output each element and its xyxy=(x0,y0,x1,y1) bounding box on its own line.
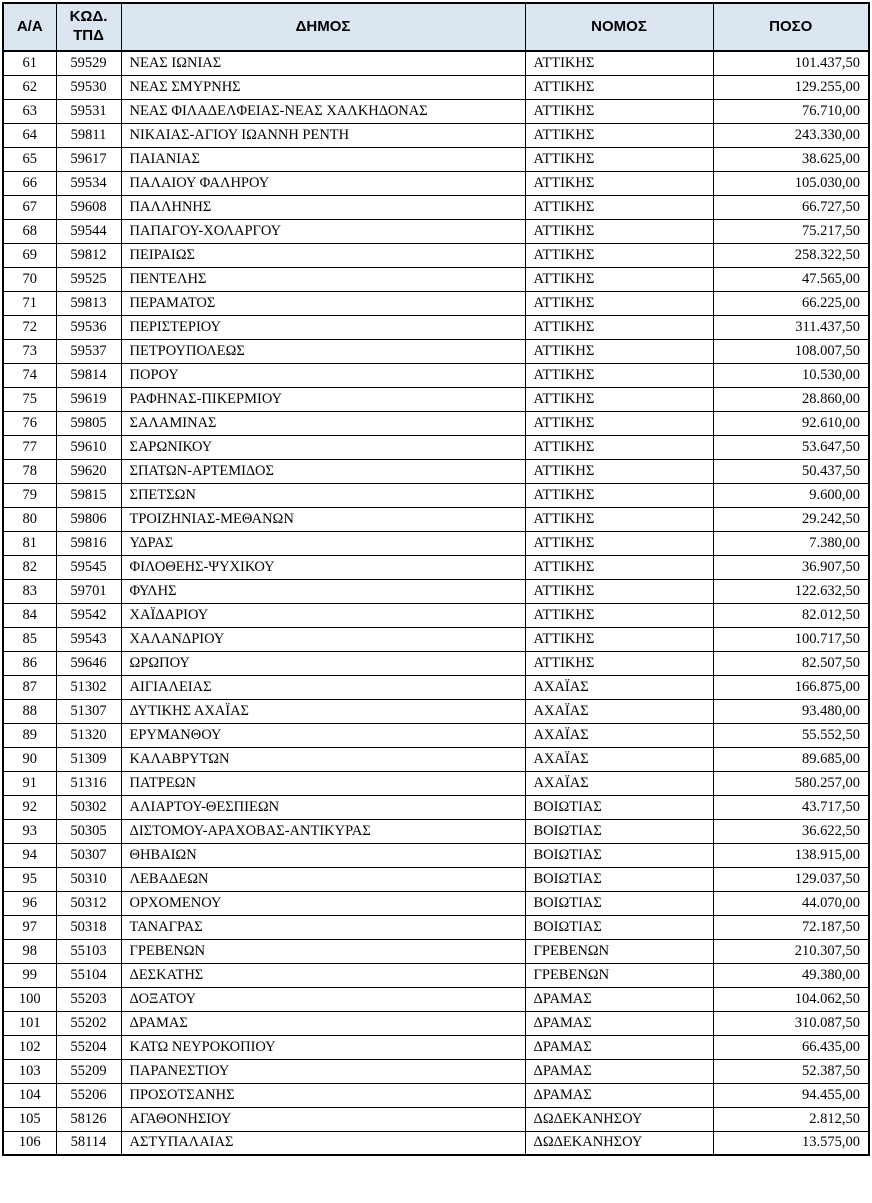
row-code-cell: 59620 xyxy=(56,459,121,483)
table-row xyxy=(3,579,869,603)
table-row xyxy=(3,603,869,627)
row-index-cell: 70 xyxy=(3,267,56,291)
row-index-cell: 68 xyxy=(3,219,56,243)
row-index-cell: 105 xyxy=(3,1107,56,1131)
table-row xyxy=(3,747,869,771)
row-index-cell: 93 xyxy=(3,819,56,843)
row-prefecture-cell: ΑΤΤΙΚΗΣ xyxy=(525,459,713,483)
row-municipality-cell: ΠΟΡΟΥ xyxy=(121,363,525,387)
row-index-cell: 98 xyxy=(3,939,56,963)
row-prefecture-cell: ΑΤΤΙΚΗΣ xyxy=(525,411,713,435)
row-prefecture-cell: ΑΤΤΙΚΗΣ xyxy=(525,291,713,315)
row-code-cell: 59815 xyxy=(56,483,121,507)
row-code-cell: 59525 xyxy=(56,267,121,291)
row-amount-cell: 94.455,00 xyxy=(713,1083,869,1107)
row-index-cell: 97 xyxy=(3,915,56,939)
row-municipality-cell: ΠΑΤΡΕΩΝ xyxy=(121,771,525,795)
row-prefecture-cell: ΑΤΤΙΚΗΣ xyxy=(525,483,713,507)
row-prefecture-cell: ΔΡΑΜΑΣ xyxy=(525,987,713,1011)
row-municipality-cell: ΦΥΛΗΣ xyxy=(121,579,525,603)
row-amount-cell: 104.062,50 xyxy=(713,987,869,1011)
row-municipality-cell: ΠΡΟΣΟΤΣΑΝΗΣ xyxy=(121,1083,525,1107)
row-code-cell: 59813 xyxy=(56,291,121,315)
row-index-cell: 88 xyxy=(3,699,56,723)
table-row xyxy=(3,771,869,795)
row-amount-cell: 100.717,50 xyxy=(713,627,869,651)
table-row xyxy=(3,195,869,219)
row-prefecture-cell: ΒΟΙΩΤΙΑΣ xyxy=(525,891,713,915)
row-amount-cell: 52.387,50 xyxy=(713,1059,869,1083)
row-municipality-cell: ΔΙΣΤΟΜΟΥ-ΑΡΑΧΟΒΑΣ-ΑΝΤΙΚΥΡΑΣ xyxy=(121,819,525,843)
table-row xyxy=(3,939,869,963)
row-index-cell: 75 xyxy=(3,387,56,411)
row-index-cell: 95 xyxy=(3,867,56,891)
row-amount-cell: 129.037,50 xyxy=(713,867,869,891)
row-municipality-cell: ΝΙΚΑΙΑΣ-ΑΓΙΟΥ ΙΩΑΝΝΗ ΡΕΝΤΗ xyxy=(121,123,525,147)
row-code-cell: 50318 xyxy=(56,915,121,939)
row-municipality-cell: ΠΕΙΡΑΙΩΣ xyxy=(121,243,525,267)
row-code-cell: 59610 xyxy=(56,435,121,459)
row-prefecture-cell: ΑΤΤΙΚΗΣ xyxy=(525,363,713,387)
row-code-cell: 50310 xyxy=(56,867,121,891)
row-prefecture-cell: ΑΤΤΙΚΗΣ xyxy=(525,195,713,219)
row-amount-cell: 89.685,00 xyxy=(713,747,869,771)
table-row xyxy=(3,363,869,387)
row-index-cell: 67 xyxy=(3,195,56,219)
row-index-cell: 83 xyxy=(3,579,56,603)
row-amount-cell: 105.030,00 xyxy=(713,171,869,195)
row-amount-cell: 258.322,50 xyxy=(713,243,869,267)
row-municipality-cell: ΝΕΑΣ ΙΩΝΙΑΣ xyxy=(121,51,525,75)
table-row xyxy=(3,723,869,747)
table-row xyxy=(3,1131,869,1155)
row-prefecture-cell: ΑΧΑΪΑΣ xyxy=(525,771,713,795)
row-prefecture-cell: ΑΤΤΙΚΗΣ xyxy=(525,243,713,267)
row-index-cell: 101 xyxy=(3,1011,56,1035)
table-row xyxy=(3,267,869,291)
row-amount-cell: 7.380,00 xyxy=(713,531,869,555)
row-index-cell: 64 xyxy=(3,123,56,147)
row-index-cell: 85 xyxy=(3,627,56,651)
row-amount-cell: 47.565,00 xyxy=(713,267,869,291)
row-prefecture-cell: ΑΤΤΙΚΗΣ xyxy=(525,555,713,579)
row-municipality-cell: ΧΑΛΑΝΔΡΙΟΥ xyxy=(121,627,525,651)
row-code-cell: 59816 xyxy=(56,531,121,555)
table-row xyxy=(3,51,869,75)
row-prefecture-cell: ΔΡΑΜΑΣ xyxy=(525,1035,713,1059)
table-row xyxy=(3,819,869,843)
row-municipality-cell: ΕΡΥΜΑΝΘΟΥ xyxy=(121,723,525,747)
row-prefecture-cell: ΑΤΤΙΚΗΣ xyxy=(525,123,713,147)
row-amount-cell: 29.242,50 xyxy=(713,507,869,531)
row-municipality-cell: ΑΛΙΑΡΤΟΥ-ΘΕΣΠΙΕΩΝ xyxy=(121,795,525,819)
row-code-cell: 59806 xyxy=(56,507,121,531)
row-prefecture-cell: ΑΤΤΙΚΗΣ xyxy=(525,75,713,99)
row-prefecture-cell: ΑΤΤΙΚΗΣ xyxy=(525,387,713,411)
row-municipality-cell: ΝΕΑΣ ΣΜΥΡΝΗΣ xyxy=(121,75,525,99)
row-index-cell: 82 xyxy=(3,555,56,579)
row-code-cell: 59701 xyxy=(56,579,121,603)
row-index-cell: 100 xyxy=(3,987,56,1011)
row-prefecture-cell: ΑΧΑΪΑΣ xyxy=(525,675,713,699)
row-municipality-cell: ΤΡΟΙΖΗΝΙΑΣ-ΜΕΘΑΝΩΝ xyxy=(121,507,525,531)
table-row xyxy=(3,555,869,579)
row-amount-cell: 44.070,00 xyxy=(713,891,869,915)
table-row xyxy=(3,75,869,99)
table-row xyxy=(3,411,869,435)
row-index-cell: 87 xyxy=(3,675,56,699)
row-amount-cell: 55.552,50 xyxy=(713,723,869,747)
row-code-cell: 59534 xyxy=(56,171,121,195)
table-row xyxy=(3,99,869,123)
table-row xyxy=(3,339,869,363)
table-row xyxy=(3,651,869,675)
table-row xyxy=(3,675,869,699)
table-row xyxy=(3,219,869,243)
table-row xyxy=(3,1035,869,1059)
row-amount-cell: 66.727,50 xyxy=(713,195,869,219)
row-municipality-cell: ΠΑΛΛΗΝΗΣ xyxy=(121,195,525,219)
row-amount-cell: 580.257,00 xyxy=(713,771,869,795)
row-amount-cell: 108.007,50 xyxy=(713,339,869,363)
table-row xyxy=(3,963,869,987)
row-code-cell: 55103 xyxy=(56,939,121,963)
row-amount-cell: 243.330,00 xyxy=(713,123,869,147)
row-index-cell: 86 xyxy=(3,651,56,675)
row-code-cell: 59608 xyxy=(56,195,121,219)
row-municipality-cell: ΠΕΝΤΕΛΗΣ xyxy=(121,267,525,291)
row-prefecture-cell: ΒΟΙΩΤΙΑΣ xyxy=(525,915,713,939)
row-index-cell: 74 xyxy=(3,363,56,387)
row-municipality-cell: ΦΙΛΟΘΕΗΣ-ΨΥΧΙΚΟΥ xyxy=(121,555,525,579)
table-row xyxy=(3,1083,869,1107)
row-municipality-cell: ΘΗΒΑΙΩΝ xyxy=(121,843,525,867)
row-municipality-cell: ΑΣΤΥΠΑΛΑΙΑΣ xyxy=(121,1131,525,1155)
column-header-code xyxy=(56,3,121,51)
row-prefecture-cell: ΑΧΑΪΑΣ xyxy=(525,699,713,723)
row-code-cell: 59537 xyxy=(56,339,121,363)
row-index-cell: 76 xyxy=(3,411,56,435)
row-prefecture-cell: ΓΡΕΒΕΝΩΝ xyxy=(525,963,713,987)
row-municipality-cell: ΣΑΛΑΜΙΝΑΣ xyxy=(121,411,525,435)
row-index-cell: 104 xyxy=(3,1083,56,1107)
row-amount-cell: 138.915,00 xyxy=(713,843,869,867)
column-header-municipality: ΔΗΜΟΣ xyxy=(121,3,525,51)
row-index-cell: 106 xyxy=(3,1131,56,1155)
row-amount-cell: 36.622,50 xyxy=(713,819,869,843)
row-code-cell: 59530 xyxy=(56,75,121,99)
row-amount-cell: 122.632,50 xyxy=(713,579,869,603)
row-prefecture-cell: ΑΤΤΙΚΗΣ xyxy=(525,315,713,339)
table-row xyxy=(3,843,869,867)
row-municipality-cell: ΠΕΡΙΣΤΕΡΙΟΥ xyxy=(121,315,525,339)
row-code-cell: 59542 xyxy=(56,603,121,627)
row-prefecture-cell: ΑΤΤΙΚΗΣ xyxy=(525,51,713,75)
row-amount-cell: 92.610,00 xyxy=(713,411,869,435)
row-amount-cell: 36.907,50 xyxy=(713,555,869,579)
table-row xyxy=(3,915,869,939)
row-amount-cell: 72.187,50 xyxy=(713,915,869,939)
row-prefecture-cell: ΓΡΕΒΕΝΩΝ xyxy=(525,939,713,963)
row-prefecture-cell: ΔΡΑΜΑΣ xyxy=(525,1011,713,1035)
table-row xyxy=(3,171,869,195)
column-header-code-line2: ΤΠΔ xyxy=(73,27,104,44)
row-code-cell: 50312 xyxy=(56,891,121,915)
table-row xyxy=(3,1011,869,1035)
row-code-cell: 59544 xyxy=(56,219,121,243)
row-amount-cell: 2.812,50 xyxy=(713,1107,869,1131)
row-municipality-cell: ΣΠΑΤΩΝ-ΑΡΤΕΜΙΔΟΣ xyxy=(121,459,525,483)
row-code-cell: 59805 xyxy=(56,411,121,435)
row-amount-cell: 93.480,00 xyxy=(713,699,869,723)
row-code-cell: 55206 xyxy=(56,1083,121,1107)
row-municipality-cell: ΚΑΛΑΒΡΥΤΩΝ xyxy=(121,747,525,771)
row-code-cell: 59617 xyxy=(56,147,121,171)
row-index-cell: 96 xyxy=(3,891,56,915)
row-prefecture-cell: ΑΤΤΙΚΗΣ xyxy=(525,339,713,363)
row-prefecture-cell: ΒΟΙΩΤΙΑΣ xyxy=(525,867,713,891)
row-municipality-cell: ΑΓΑΘΟΝΗΣΙΟΥ xyxy=(121,1107,525,1131)
row-index-cell: 78 xyxy=(3,459,56,483)
row-code-cell: 58114 xyxy=(56,1131,121,1155)
row-code-cell: 59812 xyxy=(56,243,121,267)
row-municipality-cell: ΑΙΓΙΑΛΕΙΑΣ xyxy=(121,675,525,699)
row-prefecture-cell: ΑΤΤΙΚΗΣ xyxy=(525,267,713,291)
row-prefecture-cell: ΔΩΔΕΚΑΝΗΣΟΥ xyxy=(525,1131,713,1155)
row-index-cell: 81 xyxy=(3,531,56,555)
row-municipality-cell: ΠΕΤΡΟΥΠΟΛΕΩΣ xyxy=(121,339,525,363)
row-municipality-cell: ΠΑΠΑΓΟΥ-ΧΟΛΑΡΓΟΥ xyxy=(121,219,525,243)
row-municipality-cell: ΟΡΧΟΜΕΝΟΥ xyxy=(121,891,525,915)
row-code-cell: 58126 xyxy=(56,1107,121,1131)
row-code-cell: 51320 xyxy=(56,723,121,747)
row-municipality-cell: ΠΑΡΑΝΕΣΤΙΟΥ xyxy=(121,1059,525,1083)
row-amount-cell: 49.380,00 xyxy=(713,963,869,987)
row-index-cell: 71 xyxy=(3,291,56,315)
row-municipality-cell: ΠΑΙΑΝΙΑΣ xyxy=(121,147,525,171)
row-amount-cell: 50.437,50 xyxy=(713,459,869,483)
row-code-cell: 50302 xyxy=(56,795,121,819)
row-municipality-cell: ΥΔΡΑΣ xyxy=(121,531,525,555)
row-prefecture-cell: ΑΧΑΪΑΣ xyxy=(525,723,713,747)
row-index-cell: 92 xyxy=(3,795,56,819)
row-prefecture-cell: ΑΤΤΙΚΗΣ xyxy=(525,531,713,555)
row-municipality-cell: ΔΕΣΚΑΤΗΣ xyxy=(121,963,525,987)
row-prefecture-cell: ΒΟΙΩΤΙΑΣ xyxy=(525,843,713,867)
table-row xyxy=(3,291,869,315)
row-prefecture-cell: ΑΤΤΙΚΗΣ xyxy=(525,603,713,627)
row-code-cell: 59543 xyxy=(56,627,121,651)
row-municipality-cell: ΛΕΒΑΔΕΩΝ xyxy=(121,867,525,891)
row-index-cell: 94 xyxy=(3,843,56,867)
row-amount-cell: 82.507,50 xyxy=(713,651,869,675)
row-index-cell: 62 xyxy=(3,75,56,99)
row-municipality-cell: ΩΡΩΠΟΥ xyxy=(121,651,525,675)
row-prefecture-cell: ΑΤΤΙΚΗΣ xyxy=(525,507,713,531)
row-code-cell: 51309 xyxy=(56,747,121,771)
row-amount-cell: 10.530,00 xyxy=(713,363,869,387)
row-code-cell: 59646 xyxy=(56,651,121,675)
table-row xyxy=(3,387,869,411)
table-row xyxy=(3,123,869,147)
row-code-cell: 55104 xyxy=(56,963,121,987)
row-code-cell: 55202 xyxy=(56,1011,121,1035)
row-municipality-cell: ΔΥΤΙΚΗΣ ΑΧΑΪΑΣ xyxy=(121,699,525,723)
row-index-cell: 79 xyxy=(3,483,56,507)
table-row xyxy=(3,867,869,891)
row-index-cell: 99 xyxy=(3,963,56,987)
row-amount-cell: 101.437,50 xyxy=(713,51,869,75)
row-amount-cell: 210.307,50 xyxy=(713,939,869,963)
row-code-cell: 50305 xyxy=(56,819,121,843)
row-prefecture-cell: ΑΤΤΙΚΗΣ xyxy=(525,219,713,243)
row-amount-cell: 53.647,50 xyxy=(713,435,869,459)
row-prefecture-cell: ΒΟΙΩΤΙΑΣ xyxy=(525,819,713,843)
row-code-cell: 55209 xyxy=(56,1059,121,1083)
table-row xyxy=(3,531,869,555)
row-amount-cell: 66.435,00 xyxy=(713,1035,869,1059)
row-index-cell: 80 xyxy=(3,507,56,531)
row-amount-cell: 13.575,00 xyxy=(713,1131,869,1155)
row-amount-cell: 76.710,00 xyxy=(713,99,869,123)
row-index-cell: 77 xyxy=(3,435,56,459)
row-municipality-cell: ΚΑΤΩ ΝΕΥΡΟΚΟΠΙΟΥ xyxy=(121,1035,525,1059)
row-index-cell: 89 xyxy=(3,723,56,747)
column-header-prefecture: ΝΟΜΟΣ xyxy=(525,3,713,51)
row-code-cell: 59619 xyxy=(56,387,121,411)
table-row xyxy=(3,507,869,531)
table-row xyxy=(3,795,869,819)
row-code-cell: 51302 xyxy=(56,675,121,699)
table-row xyxy=(3,483,869,507)
row-code-cell: 50307 xyxy=(56,843,121,867)
row-index-cell: 63 xyxy=(3,99,56,123)
row-index-cell: 72 xyxy=(3,315,56,339)
table-row xyxy=(3,627,869,651)
row-code-cell: 59545 xyxy=(56,555,121,579)
table-header xyxy=(3,3,869,51)
row-amount-cell: 38.625,00 xyxy=(713,147,869,171)
row-prefecture-cell: ΑΤΤΙΚΗΣ xyxy=(525,579,713,603)
row-index-cell: 61 xyxy=(3,51,56,75)
row-municipality-cell: ΠΑΛΑΙΟΥ ΦΑΛΗΡΟΥ xyxy=(121,171,525,195)
row-amount-cell: 311.437,50 xyxy=(713,315,869,339)
table-row xyxy=(3,987,869,1011)
row-prefecture-cell: ΒΟΙΩΤΙΑΣ xyxy=(525,795,713,819)
row-index-cell: 84 xyxy=(3,603,56,627)
row-municipality-cell: ΓΡΕΒΕΝΩΝ xyxy=(121,939,525,963)
column-header-aa: Α/Α xyxy=(3,3,56,51)
row-index-cell: 65 xyxy=(3,147,56,171)
row-municipality-cell: ΤΑΝΑΓΡΑΣ xyxy=(121,915,525,939)
row-municipality-cell: ΣΑΡΩΝΙΚΟΥ xyxy=(121,435,525,459)
row-prefecture-cell: ΔΡΑΜΑΣ xyxy=(525,1083,713,1107)
row-amount-cell: 129.255,00 xyxy=(713,75,869,99)
table-row xyxy=(3,459,869,483)
row-prefecture-cell: ΑΤΤΙΚΗΣ xyxy=(525,651,713,675)
row-code-cell: 55203 xyxy=(56,987,121,1011)
table-row xyxy=(3,435,869,459)
row-code-cell: 59814 xyxy=(56,363,121,387)
row-index-cell: 103 xyxy=(3,1059,56,1083)
table-row xyxy=(3,1107,869,1131)
row-prefecture-cell: ΑΤΤΙΚΗΣ xyxy=(525,99,713,123)
column-header-amount: ΠΟΣΟ xyxy=(713,3,869,51)
row-municipality-cell: ΧΑΪΔΑΡΙΟΥ xyxy=(121,603,525,627)
row-code-cell: 59811 xyxy=(56,123,121,147)
row-municipality-cell: ΠΕΡΑΜΑΤΟΣ xyxy=(121,291,525,315)
column-header-code-line1: ΚΩΔ. xyxy=(69,8,108,26)
table-row xyxy=(3,1059,869,1083)
row-index-cell: 69 xyxy=(3,243,56,267)
row-index-cell: 102 xyxy=(3,1035,56,1059)
row-amount-cell: 9.600,00 xyxy=(713,483,869,507)
row-municipality-cell: ΔΟΞΑΤΟΥ xyxy=(121,987,525,1011)
row-prefecture-cell: ΑΧΑΪΑΣ xyxy=(525,747,713,771)
row-index-cell: 90 xyxy=(3,747,56,771)
allocation-table xyxy=(2,2,870,1156)
row-amount-cell: 28.860,00 xyxy=(713,387,869,411)
row-index-cell: 73 xyxy=(3,339,56,363)
row-code-cell: 59536 xyxy=(56,315,121,339)
row-code-cell: 51316 xyxy=(56,771,121,795)
row-municipality-cell: ΡΑΦΗΝΑΣ-ΠΙΚΕΡΜΙΟΥ xyxy=(121,387,525,411)
row-amount-cell: 75.217,50 xyxy=(713,219,869,243)
row-prefecture-cell: ΑΤΤΙΚΗΣ xyxy=(525,435,713,459)
row-index-cell: 91 xyxy=(3,771,56,795)
table-body xyxy=(3,51,869,1155)
row-prefecture-cell: ΑΤΤΙΚΗΣ xyxy=(525,627,713,651)
table-row xyxy=(3,243,869,267)
row-prefecture-cell: ΔΡΑΜΑΣ xyxy=(525,1059,713,1083)
row-prefecture-cell: ΔΩΔΕΚΑΝΗΣΟΥ xyxy=(525,1107,713,1131)
row-amount-cell: 82.012,50 xyxy=(713,603,869,627)
row-municipality-cell: ΝΕΑΣ ΦΙΛΑΔΕΛΦΕΙΑΣ-ΝΕΑΣ ΧΑΛΚΗΔΟΝΑΣ xyxy=(121,99,525,123)
row-code-cell: 59529 xyxy=(56,51,121,75)
row-prefecture-cell: ΑΤΤΙΚΗΣ xyxy=(525,147,713,171)
table-row xyxy=(3,891,869,915)
row-amount-cell: 43.717,50 xyxy=(713,795,869,819)
row-municipality-cell: ΔΡΑΜΑΣ xyxy=(121,1011,525,1035)
row-code-cell: 59531 xyxy=(56,99,121,123)
row-code-cell: 55204 xyxy=(56,1035,121,1059)
table-row xyxy=(3,147,869,171)
row-municipality-cell: ΣΠΕΤΣΩΝ xyxy=(121,483,525,507)
header-row xyxy=(3,3,869,51)
row-amount-cell: 66.225,00 xyxy=(713,291,869,315)
row-amount-cell: 310.087,50 xyxy=(713,1011,869,1035)
row-prefecture-cell: ΑΤΤΙΚΗΣ xyxy=(525,171,713,195)
row-index-cell: 66 xyxy=(3,171,56,195)
table-row xyxy=(3,315,869,339)
table-row xyxy=(3,699,869,723)
row-code-cell: 51307 xyxy=(56,699,121,723)
row-amount-cell: 166.875,00 xyxy=(713,675,869,699)
